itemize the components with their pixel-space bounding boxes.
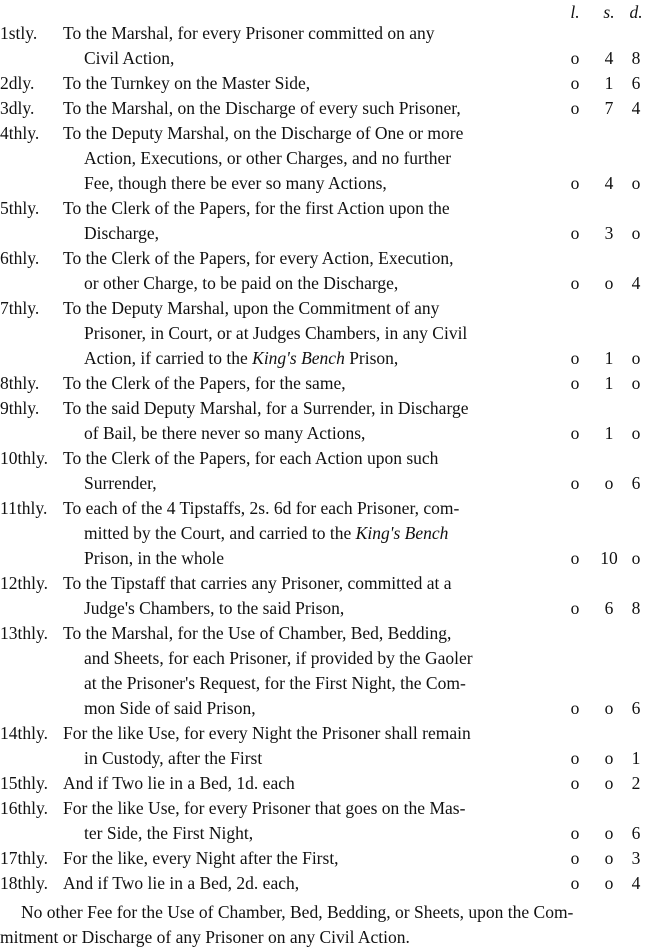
pounds-amount: o [570, 373, 580, 393]
entry-text [63, 371, 533, 396]
entry-line: To the Clerk of the Papers, for every Action, Execution, [63, 248, 454, 268]
pence-amount: 8 [631, 598, 641, 618]
entry-text [63, 296, 533, 371]
entry-line: To the Clerk of the Papers, for the first Action upon the [63, 198, 450, 218]
shillings-amount: o [604, 848, 614, 868]
pounds-amount: o [570, 873, 580, 893]
fee-entry [0, 246, 648, 296]
entry-text [63, 71, 533, 96]
fee-entry [0, 296, 648, 371]
entry-line: To the Marshal, on the Discharge of every such Prisoner, [63, 98, 461, 118]
fee-entry [0, 71, 648, 96]
pounds-amount: o [570, 598, 580, 618]
pounds-amount: o [570, 773, 580, 793]
shillings-amount: 1 [604, 423, 614, 443]
entry-text [63, 446, 533, 496]
entry-text [63, 246, 533, 296]
shillings-amount: o [604, 273, 614, 293]
shillings-amount: 4 [604, 48, 614, 68]
entry-text [63, 496, 533, 571]
entry-line: of Bail, be there never so many Actions, [84, 423, 366, 443]
entry-line: Judge's Chambers, to the said Prison, [84, 598, 345, 618]
entry-line: Surrender, [84, 473, 157, 493]
fee-entry [0, 846, 648, 871]
entry-line: To the Marshal, for every Prisoner committed on any [63, 23, 435, 43]
entry-number: 17thly. [0, 848, 48, 868]
pounds-amount: o [570, 223, 580, 243]
shillings-amount: 1 [604, 348, 614, 368]
pence-amount: 4 [631, 98, 641, 118]
entry-number: 9thly. [0, 398, 40, 418]
pence-amount: 4 [631, 873, 641, 893]
pounds-amount: o [570, 273, 580, 293]
shillings-amount: 4 [604, 173, 614, 193]
shillings-amount: 1 [604, 373, 614, 393]
fee-entry [0, 121, 648, 196]
pence-amount: o [631, 423, 641, 443]
entry-line: in Custody, after the First [84, 748, 263, 768]
pence-amount: o [631, 348, 641, 368]
entry-line: or other Charge, to be paid on the Discharge, [84, 273, 399, 293]
entry-line: To the Deputy Marshal, on the Discharge of One or more [63, 123, 464, 143]
entry-number: 3dly. [0, 98, 35, 118]
entry-line: For the like, every Night after the First, [63, 848, 339, 868]
entry-line: To the Clerk of the Papers, for each Action upon such [63, 448, 439, 468]
fee-entry [0, 196, 648, 246]
fee-entry [0, 771, 648, 796]
pounds-amount: o [570, 698, 580, 718]
fee-entry [0, 621, 648, 721]
fee-entry [0, 96, 648, 121]
entry-line: Discharge, [84, 223, 159, 243]
pounds-amount: o [570, 48, 580, 68]
pence-amount: o [631, 173, 641, 193]
pence-amount: 2 [631, 773, 641, 793]
entry-line: and Sheets, for each Prisoner, if provided by the Gaoler [84, 648, 473, 668]
entry-text [63, 121, 533, 196]
entry-line: mitted by the Court, and carried to the King's Bench [84, 523, 449, 543]
pence-amount: 6 [631, 698, 641, 718]
entry-number: 12thly. [0, 573, 48, 593]
shillings-amount: 6 [604, 598, 614, 618]
entry-line: To the said Deputy Marshal, for a Surrender, in Discharge [63, 398, 469, 418]
entry-number: 1stly. [0, 23, 38, 43]
pounds-amount: o [570, 173, 580, 193]
fee-entry [0, 871, 648, 896]
pence-amount: 3 [631, 848, 641, 868]
entry-text [63, 396, 533, 446]
pence-amount: o [631, 373, 641, 393]
entry-line: Action, Executions, or other Charges, and no further [84, 148, 452, 168]
shillings-column-header: s. [603, 2, 615, 22]
entry-text [63, 96, 533, 121]
fee-entries-list [0, 21, 648, 896]
entry-line: To the Tipstaff that carries any Prisoner, committed at a [63, 573, 452, 593]
fee-entry [0, 446, 648, 496]
entry-number: 7thly. [0, 298, 40, 318]
pence-amount: o [631, 548, 641, 568]
pence-amount: 8 [631, 48, 641, 68]
fee-entry [0, 21, 648, 71]
fee-entry [0, 496, 648, 571]
shillings-amount: o [604, 823, 614, 843]
pounds-amount: o [570, 823, 580, 843]
entry-text [63, 196, 533, 246]
entry-number: 4thly. [0, 123, 40, 143]
shillings-amount: o [604, 698, 614, 718]
pounds-amount: o [570, 548, 580, 568]
closing-line: mitment or Discharge of any Prisoner on any Civil Action. [0, 927, 410, 947]
entry-line: ter Side, the First Night, [84, 823, 254, 843]
shillings-amount: 7 [604, 98, 614, 118]
pence-amount: 4 [631, 273, 641, 293]
entry-line: To the Marshal, for the Use of Chamber, Bed, Bedding, [63, 623, 452, 643]
fee-entry [0, 396, 648, 446]
fee-entry [0, 371, 648, 396]
entry-line: And if Two lie in a Bed, 2d. each, [63, 873, 300, 893]
entry-line: For the like Use, for every Night the Prisoner shall remain [63, 723, 471, 743]
shillings-amount: o [604, 748, 614, 768]
entry-number: 10thly. [0, 448, 48, 468]
entry-line: And if Two lie in a Bed, 1d. each [63, 773, 295, 793]
entry-text [63, 721, 533, 771]
entry-line: To the Clerk of the Papers, for the same, [63, 373, 346, 393]
entry-line: Prison, in the whole [84, 548, 224, 568]
pence-amount: o [631, 223, 641, 243]
entry-number: 13thly. [0, 623, 48, 643]
entry-number: 16thly. [0, 798, 48, 818]
pounds-amount: o [570, 73, 580, 93]
entry-number: 2dly. [0, 73, 35, 93]
entry-line: Prisoner, in Court, or at Judges Chambers, in any Civil [84, 323, 468, 343]
pence-amount: 6 [631, 473, 641, 493]
pounds-amount: o [570, 473, 580, 493]
entry-text [63, 571, 533, 621]
entry-number: 6thly. [0, 248, 40, 268]
entry-number: 14thly. [0, 723, 48, 743]
entry-line: For the like Use, for every Prisoner that goes on the Mas- [63, 798, 466, 818]
entry-number: 5thly. [0, 198, 40, 218]
shillings-amount: o [604, 773, 614, 793]
pounds-amount: o [570, 748, 580, 768]
entry-line: Civil Action, [84, 48, 175, 68]
entry-line: To the Turnkey on the Master Side, [63, 73, 311, 93]
pence-amount: 6 [631, 73, 641, 93]
entry-line: To the Deputy Marshal, upon the Commitment of any [63, 298, 440, 318]
entry-number: 15thly. [0, 773, 48, 793]
fee-entry [0, 721, 648, 771]
pounds-amount: o [570, 423, 580, 443]
entry-text [63, 771, 533, 796]
shillings-amount: 10 [600, 548, 618, 568]
entry-line: Fee, though there be ever so many Actions, [84, 173, 387, 193]
shillings-amount: o [604, 873, 614, 893]
entry-number: 8thly. [0, 373, 40, 393]
entry-line: To each of the 4 Tipstaffs, 2s. 6d for each Prisoner, com- [63, 498, 460, 518]
entry-line: Action, if carried to the King's Bench Prison, [84, 348, 399, 368]
entry-number: 18thly. [0, 873, 48, 893]
entry-text [63, 621, 533, 721]
entry-text [63, 846, 533, 871]
closing-paragraph [0, 900, 648, 950]
pence-amount: 6 [631, 823, 641, 843]
shillings-amount: 1 [604, 73, 614, 93]
pence-column-header: d. [629, 2, 643, 22]
pounds-column-header: l. [570, 2, 580, 22]
column-headers [0, 0, 648, 22]
shillings-amount: o [604, 473, 614, 493]
closing-line: No other Fee for the Use of Chamber, Bed, Bedding, or Sheets, upon the Com- [21, 902, 574, 922]
pounds-amount: o [570, 98, 580, 118]
entry-number: 11thly. [0, 498, 48, 518]
pence-amount: 1 [631, 748, 641, 768]
entry-text [63, 21, 533, 71]
pounds-amount: o [570, 848, 580, 868]
entry-text [63, 871, 533, 896]
entry-text [63, 796, 533, 846]
entry-line: mon Side of said Prison, [84, 698, 256, 718]
fee-entry [0, 571, 648, 621]
fee-entry [0, 796, 648, 846]
shillings-amount: 3 [604, 223, 614, 243]
entry-line: at the Prisoner's Request, for the First Night, the Com- [84, 673, 466, 693]
pounds-amount: o [570, 348, 580, 368]
